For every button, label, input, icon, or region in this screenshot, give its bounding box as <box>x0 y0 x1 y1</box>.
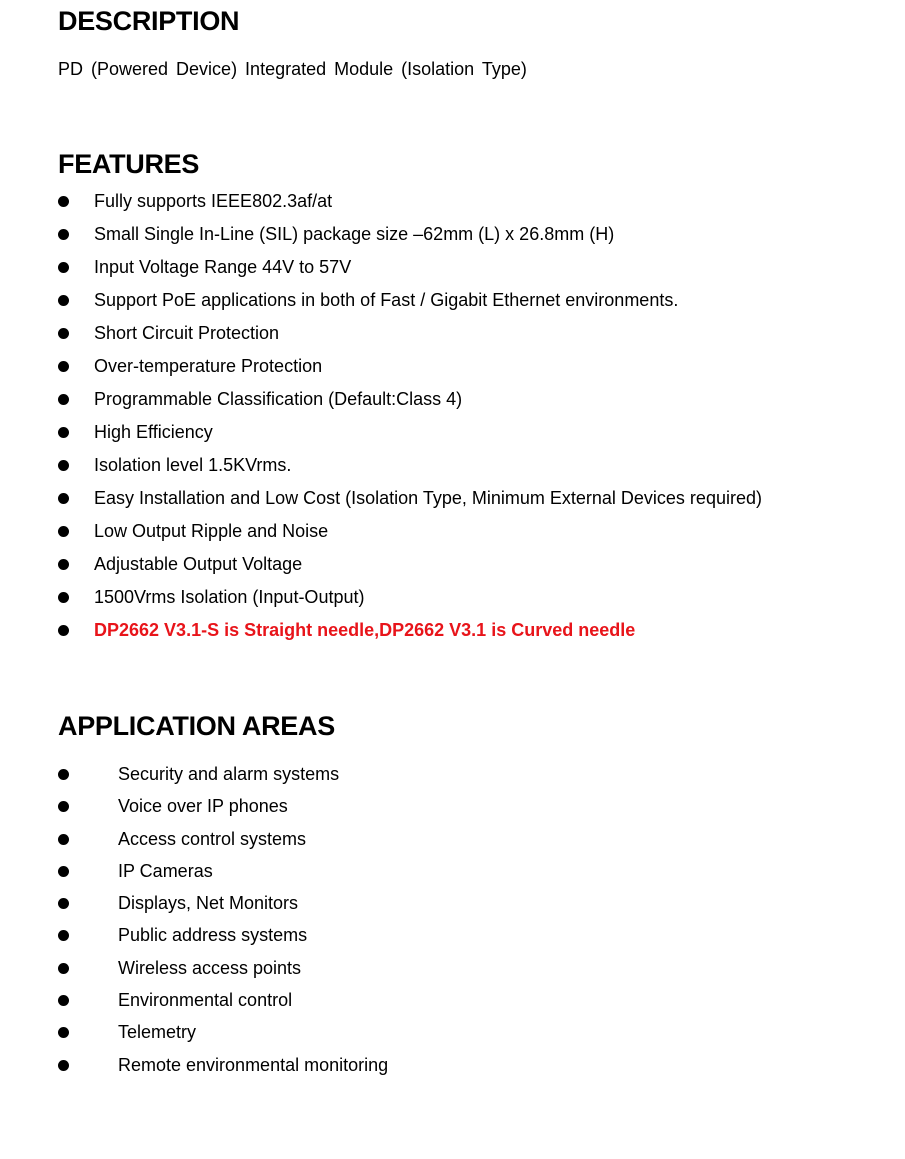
bullet-icon <box>58 361 69 372</box>
application-text: Telemetry <box>118 1022 197 1043</box>
application-text: Public address systems <box>118 925 308 946</box>
application-text: Voice over IP phones <box>118 796 288 817</box>
bullet-icon <box>58 559 69 570</box>
feature-text: Short Circuit Protection <box>94 323 280 343</box>
features-heading: FEATURES <box>58 149 200 179</box>
bullet-icon <box>58 460 69 471</box>
bullet-icon <box>58 866 69 877</box>
bullet-icon <box>58 229 69 240</box>
bullet-icon <box>58 526 69 537</box>
bullet-icon <box>58 262 69 273</box>
feature-text: Fully supports IEEE802.3af/at <box>94 191 333 211</box>
bullet-icon <box>58 394 69 405</box>
feature-text: Adjustable Output Voltage <box>94 554 303 574</box>
bullet-icon <box>58 493 69 504</box>
feature-text: Isolation level 1.5KVrms. <box>94 455 292 475</box>
bullet-icon <box>58 1060 69 1071</box>
feature-text: Low Output Ripple and Noise <box>94 521 329 541</box>
bullet-icon <box>58 963 69 974</box>
bullet-icon <box>58 898 69 909</box>
application-text: Wireless access points <box>118 957 302 978</box>
bullet-icon <box>58 592 69 603</box>
bullet-icon <box>58 769 69 780</box>
bullet-icon <box>58 328 69 339</box>
application-text: Displays, Net Monitors <box>118 893 299 914</box>
bullet-icon <box>58 427 69 438</box>
application-text: Security and alarm systems <box>118 764 340 784</box>
application-text: Remote environmental monitoring <box>118 1054 389 1075</box>
description-heading: DESCRIPTION <box>58 6 240 36</box>
feature-text: Programmable Classification (Default:Class 4) <box>94 389 463 409</box>
feature-text: Easy Installation and Low Cost (Isolation Type, Minimum External Devices required) <box>94 488 762 508</box>
bullet-icon <box>58 834 69 845</box>
feature-text: 1500Vrms Isolation (Input-Output) <box>94 587 365 607</box>
feature-text-highlight: DP2662 V3.1-S is Straight needle,DP2662 V3.1 is Curved needle <box>94 620 636 640</box>
application-text: Access control systems <box>118 828 307 849</box>
bullet-icon <box>58 625 69 636</box>
bullet-icon <box>58 801 69 812</box>
feature-text: High Efficiency <box>94 422 213 442</box>
bullet-icon <box>58 995 69 1006</box>
feature-text: Support PoE applications in both of Fast / Gigabit Ethernet environments. <box>94 290 679 310</box>
applications-heading: APPLICATION AREAS <box>58 711 335 741</box>
bullet-icon <box>58 930 69 941</box>
feature-text: Input Voltage Range 44V to 57V <box>94 257 352 277</box>
feature-text: Over-temperature Protection <box>94 356 323 376</box>
feature-text: Small Single In-Line (SIL) package size –62mm (L) x 26.8mm (H) <box>94 224 615 244</box>
application-text: Environmental control <box>118 990 293 1011</box>
bullet-icon <box>58 1027 69 1038</box>
bullet-icon <box>58 196 69 207</box>
description-text: PD (Powered Device) Integrated Module (Isolation Type) <box>58 59 527 79</box>
bullet-icon <box>58 295 69 306</box>
application-text: IP Cameras <box>118 860 213 881</box>
